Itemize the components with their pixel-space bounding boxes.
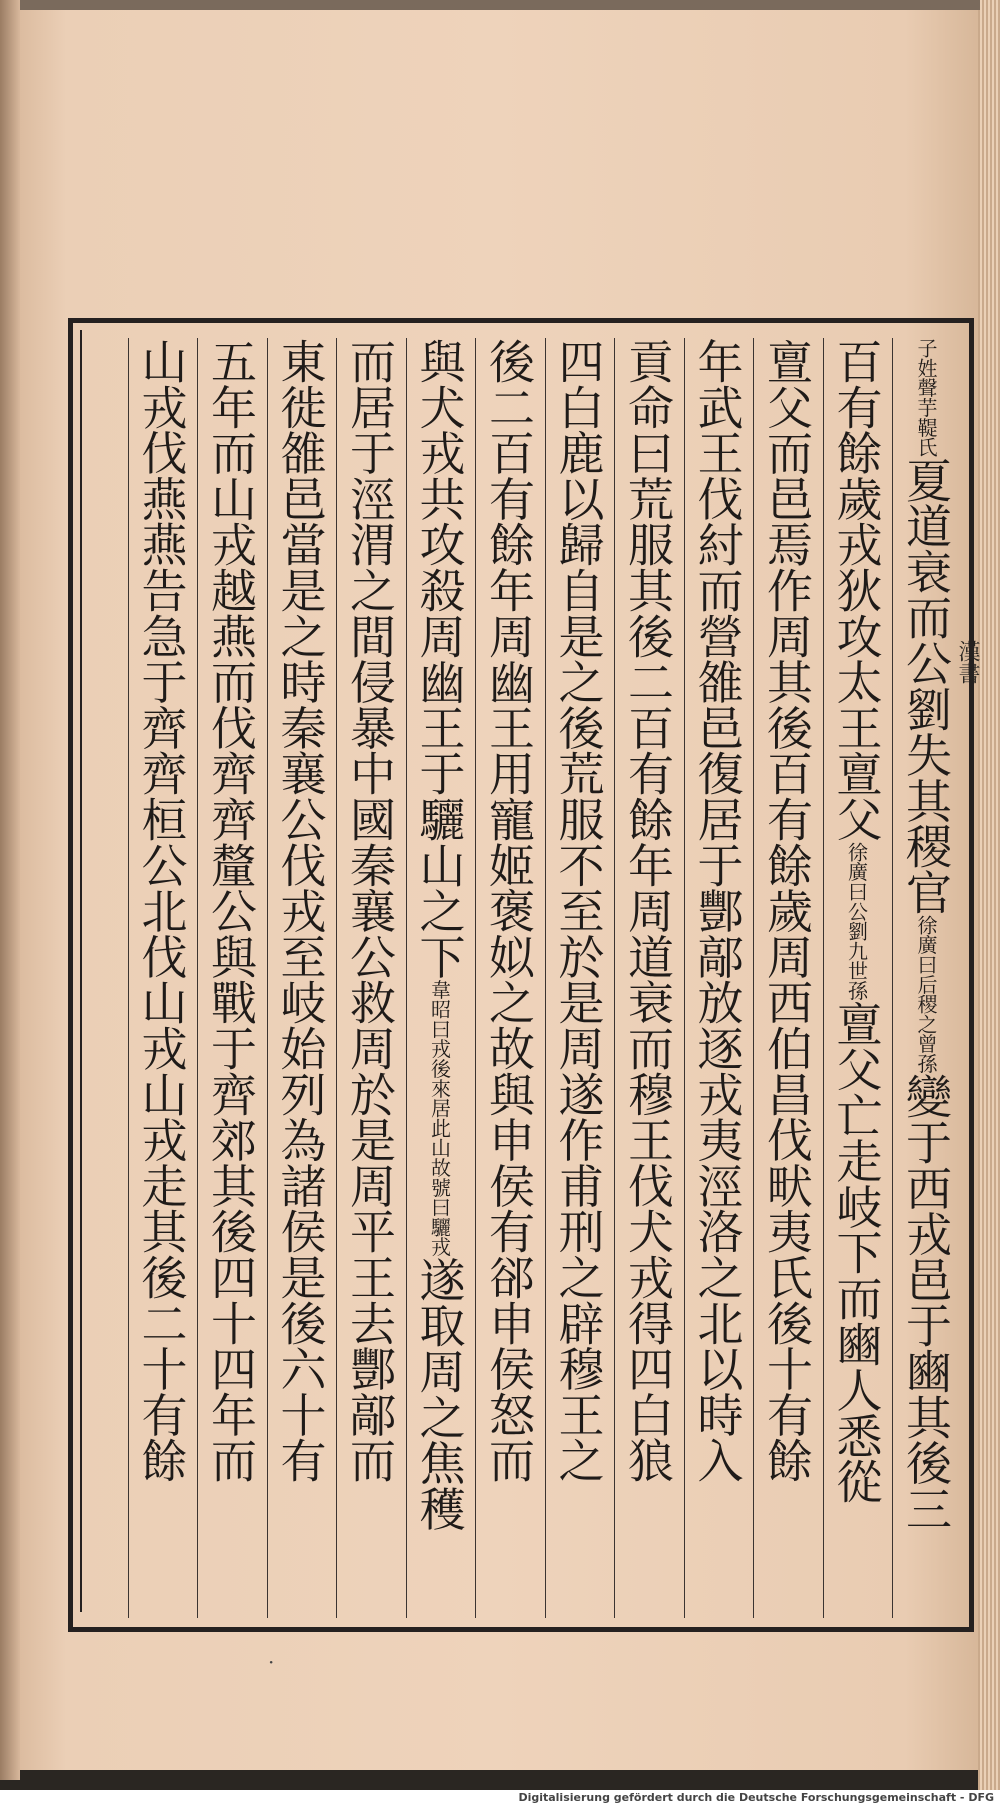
top-edge — [20, 0, 980, 10]
text-column — [336, 338, 403, 1618]
main-text: 而居于涇渭之間侵暴中國秦襄公救周於是周平王去酆鄗而 — [343, 338, 397, 1484]
digitization-footer — [0, 1790, 1000, 1808]
text-column — [545, 338, 612, 1618]
main-text: 與犬戎共攻殺周幽王于驪山之下 — [412, 338, 467, 980]
page-edges — [978, 0, 1000, 1790]
main-text: 亶父而邑焉作周其後百有餘歲周西伯昌伐畎夷氏後十有餘 — [760, 338, 814, 1484]
commentary-note: 韋昭曰戎後來居此山故號曰驪戎 — [427, 979, 452, 1257]
text-column — [475, 338, 542, 1618]
text-column — [892, 338, 959, 1618]
text-column — [406, 338, 473, 1618]
main-text: 亶父亡走岐下而豳人悉從 — [829, 1000, 884, 1505]
main-text: 東徙雒邑當是之時秦襄公伐戎至岐始列為諸侯是後六十有 — [273, 338, 328, 1484]
main-text: 山戎伐燕燕告急于齊齊桓公北伐山戎山戎走其後二十有餘 — [134, 338, 189, 1484]
ink-spot: · — [268, 1650, 275, 1674]
text-column — [267, 338, 334, 1618]
main-text: 遂取周之焦穫 — [412, 1256, 467, 1532]
text-column — [823, 338, 890, 1618]
text-column — [614, 338, 681, 1618]
footer-credit: Digitalisierung gefördert durch die Deutsche Forschungsgemeinschaft - DFG — [518, 1791, 994, 1804]
commentary-note: 徐廣曰后稷之曾孫 — [914, 914, 938, 1074]
text-column — [684, 338, 751, 1618]
main-text: 變于西戎邑于豳其後三 — [899, 1073, 953, 1532]
main-text: 年武王伐紂而營雒邑復居于酆鄗放逐戎夷涇洛之北以時入 — [690, 338, 745, 1484]
text-column — [197, 338, 264, 1618]
text-column — [753, 338, 820, 1618]
main-text: 夏道衰而公劉失其稷官 — [899, 456, 953, 915]
fold-label: 漢書 — [955, 640, 980, 684]
main-text: 五年而山戎越燕而伐齊齊釐公與戰于齊郊其後四十四年而 — [204, 338, 258, 1484]
main-text: 百有餘歲戎狄攻太王亶父 — [829, 338, 884, 842]
book-binding — [0, 0, 20, 1780]
main-text: 貢命曰荒服其後二百有餘年周道衰而穆王伐犬戎得四白狼 — [621, 338, 675, 1484]
commentary-note: 子姓聲芋鞮氏 — [914, 338, 938, 457]
main-text: 後二百有餘年周幽王用寵姬褒姒之故與申侯有郤申侯怒而 — [482, 338, 536, 1484]
main-text: 四白鹿以歸自是之後荒服不至於是周遂作甫刑之辟穆王之 — [551, 338, 606, 1484]
commentary-note: 徐廣曰公劉九世孫 — [844, 841, 869, 1001]
text-column — [128, 338, 195, 1618]
